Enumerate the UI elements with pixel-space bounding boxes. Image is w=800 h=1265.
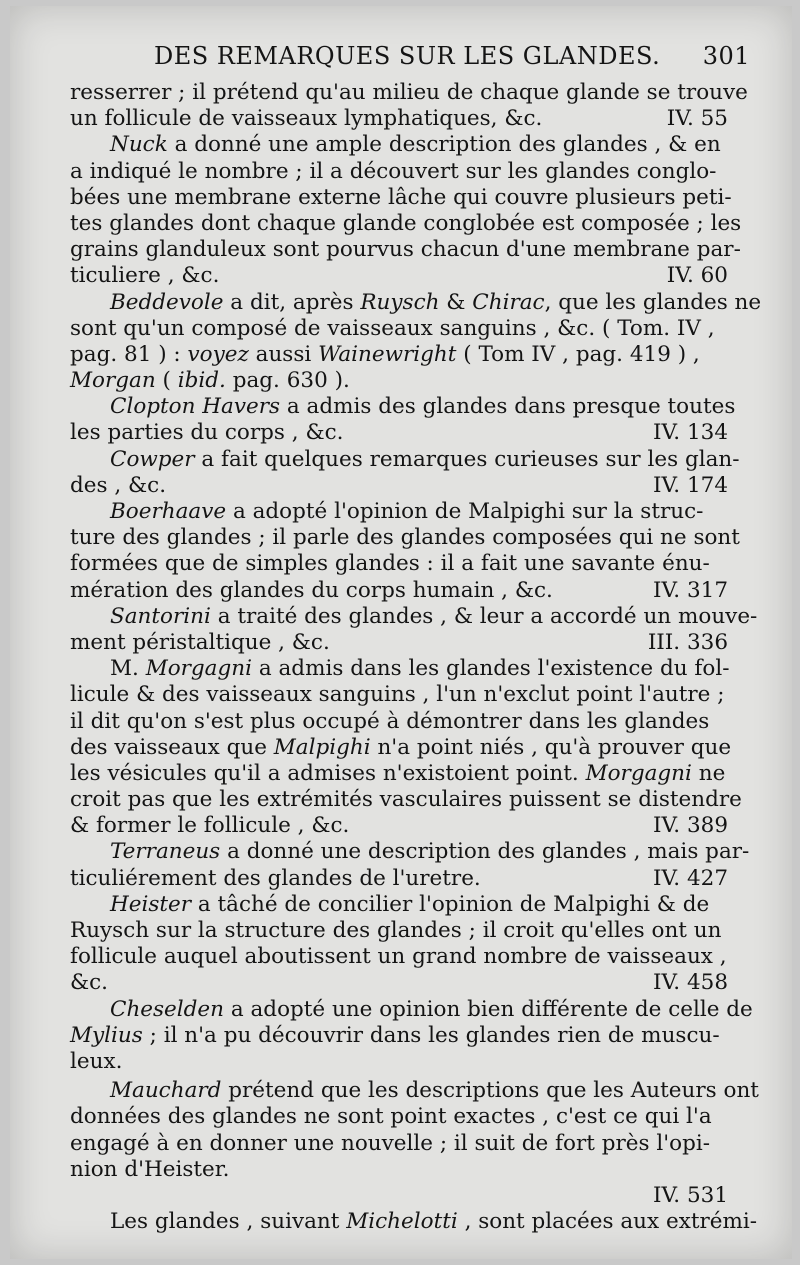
text-run: aussi xyxy=(248,341,319,367)
text-run: ( Tom IV , pag. 419 ) , xyxy=(456,341,700,367)
text-line xyxy=(70,1131,728,1157)
text-line xyxy=(70,184,732,211)
line-text xyxy=(70,578,553,604)
text-run: n'a point niés , qu'à prouver que xyxy=(370,734,732,760)
text-line xyxy=(70,578,728,604)
text-line xyxy=(70,1209,757,1235)
italic-name: voyez xyxy=(187,341,249,367)
italic-name: Morgagni xyxy=(145,656,252,682)
italic-name: Cowper xyxy=(110,446,195,472)
text-run: a adopté l'opinion de Malpighi sur la struc- xyxy=(226,499,704,524)
text-run: a adopté une opinion bien différente de celle de xyxy=(224,996,753,1022)
line-text xyxy=(70,473,166,499)
text-run: leux. xyxy=(70,1048,123,1074)
text-run: a traité des glandes , & leur a accordé un mouve- xyxy=(210,603,758,629)
text-run: a indiqué le nombre ; il a découvert sur les glandes conglo- xyxy=(70,158,717,184)
text-run: nion d'Heister. xyxy=(70,1156,230,1182)
running-title: DES REMARQUES SUR LES GLANDES. xyxy=(154,42,661,70)
text-line xyxy=(70,80,748,106)
line-text xyxy=(70,682,724,708)
text-run: a admis dans les glandes l'existence du fol- xyxy=(252,656,730,682)
text-line xyxy=(70,682,728,708)
text-run: des vaisseaux que xyxy=(70,734,274,760)
text-line xyxy=(70,106,728,132)
text-line xyxy=(70,210,742,237)
text-run: prétend que les descriptions que les Auteurs ont xyxy=(221,1078,759,1104)
text-run: ticuliérement des glandes de l'uretre. xyxy=(70,865,481,891)
text-run: a fait quelques remarques curieuses sur les glan- xyxy=(194,446,740,472)
text-line xyxy=(70,761,728,787)
text-line xyxy=(70,866,728,892)
volume-page-reference: IV. 60 xyxy=(666,263,728,289)
italic-name: Morgagni xyxy=(585,760,692,786)
book-page xyxy=(10,6,792,1259)
volume-page-reference: IV. 389 xyxy=(653,813,728,839)
italic-name: Clopton Havers xyxy=(110,394,281,420)
line-text xyxy=(70,1157,230,1183)
volume-page-reference: IV. 427 xyxy=(653,865,728,891)
line-text xyxy=(70,185,732,211)
line-text xyxy=(70,316,715,342)
text-run: & xyxy=(439,289,473,315)
line-text xyxy=(70,813,349,839)
text-line xyxy=(70,159,728,185)
text-run: , sont placées aux extrémi- xyxy=(457,1209,757,1235)
text-run: follicule auquel aboutissent un grand nombre de vaisseaux , xyxy=(70,944,727,970)
text-line xyxy=(70,996,753,1023)
line-text xyxy=(70,342,700,368)
text-run: a admis des glandes dans presque toutes xyxy=(280,394,736,420)
line-text xyxy=(70,211,741,237)
text-run: ( xyxy=(155,368,178,394)
text-line xyxy=(70,525,740,551)
text-line xyxy=(70,787,742,813)
line-text xyxy=(70,1131,710,1157)
text-run: croit pas que les extrémités vasculaires puissent se distendre xyxy=(70,787,742,813)
text-line xyxy=(70,709,728,735)
italic-name: Boerhaave xyxy=(110,499,227,524)
text-line xyxy=(70,551,728,577)
text-run: licule & des vaisseaux sanguins , l'un n'exclut point l'autre ; xyxy=(70,682,725,708)
italic-name: Beddevole xyxy=(110,289,224,315)
text-line xyxy=(70,603,758,630)
text-line xyxy=(70,263,728,289)
text-run: resserrer ; il prétend qu'au milieu de chaque glande se trouve xyxy=(70,80,748,105)
text-line xyxy=(70,446,740,473)
text-line xyxy=(70,630,728,656)
line-text xyxy=(110,1209,757,1235)
line-text xyxy=(110,394,735,420)
line-text xyxy=(70,237,741,263)
text-run: ticuliere , &c. xyxy=(70,263,220,289)
text-run: pag. 81 ) : xyxy=(70,341,188,367)
text-line xyxy=(70,918,728,944)
line-text xyxy=(110,132,721,158)
text-run: un follicule de vaisseaux lymphatiques, &c. xyxy=(70,106,543,132)
text-line xyxy=(70,1104,728,1130)
text-run: ; il n'a pu découvrir dans les glandes rien de muscu- xyxy=(142,1022,720,1048)
text-line xyxy=(70,734,732,761)
text-run: Les glandes , suivant xyxy=(110,1209,347,1235)
line-text xyxy=(70,1104,712,1130)
volume-page-reference: IV. 317 xyxy=(653,577,728,603)
text-line xyxy=(70,420,728,446)
text-line xyxy=(70,1023,728,1049)
text-line xyxy=(70,368,728,394)
line-text xyxy=(70,970,108,996)
running-header xyxy=(130,40,750,80)
line-text xyxy=(110,604,757,630)
text-run: & former le follicule , &c. xyxy=(70,813,350,839)
text-line xyxy=(70,499,728,525)
volume-page-reference: IV. 134 xyxy=(653,420,728,446)
text-run: grains glanduleux sont pourvus chacun d'une membrane par- xyxy=(70,237,741,263)
text-line xyxy=(70,237,741,263)
italic-name: Michelotti xyxy=(346,1209,458,1235)
line-text xyxy=(70,1049,122,1075)
text-run: les parties du corps , &c. xyxy=(70,420,344,446)
text-run: ment péristaltique , &c. xyxy=(70,629,330,655)
line-text xyxy=(110,1078,759,1104)
text-run: données des glandes ne sont point exactes , c'est ce qui l'a xyxy=(70,1104,712,1130)
text-line xyxy=(70,1049,728,1075)
italic-name: Wainewright xyxy=(318,341,457,367)
line-text xyxy=(70,106,542,132)
line-text xyxy=(70,1023,720,1049)
text-run: , que les glandes ne xyxy=(544,289,762,315)
text-run: Ruysch sur la structure des glandes ; il croit qu'elles ont un xyxy=(70,918,722,943)
line-text xyxy=(110,290,761,316)
text-line xyxy=(70,656,728,682)
line-text xyxy=(110,839,749,865)
line-text xyxy=(70,944,727,970)
line-text xyxy=(70,735,731,761)
volume-page-reference: IV. 174 xyxy=(653,472,728,498)
italic-name: Mylius xyxy=(70,1022,143,1048)
line-text xyxy=(70,80,748,106)
line-text xyxy=(70,709,709,735)
italic-name: Nuck xyxy=(110,132,168,158)
text-line xyxy=(70,1078,759,1104)
line-text xyxy=(110,499,703,525)
text-run: a tâché de concilier l'opinion de Malpighi & de xyxy=(191,891,710,917)
volume-page-reference: IV. 531 xyxy=(653,1182,728,1208)
line-text xyxy=(70,551,710,577)
italic-name: ibid. xyxy=(177,368,226,394)
text-run: M. xyxy=(110,656,146,682)
text-run: ne xyxy=(691,760,726,786)
line-text xyxy=(70,918,721,944)
text-run: pag. 630 ). xyxy=(225,368,350,394)
line-text xyxy=(110,656,729,682)
italic-name: Malpighi xyxy=(273,734,371,760)
line-text xyxy=(70,420,343,446)
text-run: mération des glandes du corps humain , &c. xyxy=(70,577,553,603)
line-text xyxy=(70,525,740,551)
line-text xyxy=(110,997,753,1023)
text-run: il dit qu'on s'est plus occupé à démontrer dans les glandes xyxy=(70,708,710,734)
italic-name: Mauchard xyxy=(110,1078,222,1104)
line-text xyxy=(70,159,716,185)
text-run: les vésicules qu'il a admises n'existoient point. xyxy=(70,760,586,786)
text-run: tes glandes dont chaque glande conglobée est composée ; les xyxy=(70,210,742,236)
text-run: a donné une description des glandes , mais par- xyxy=(220,839,750,865)
italic-name: Santorini xyxy=(110,603,211,629)
line-text xyxy=(110,447,740,473)
text-line xyxy=(70,892,728,918)
text-line xyxy=(70,394,736,420)
line-text xyxy=(110,892,709,918)
text-run: ture des glandes ; il parle des glandes composées qui ne sont xyxy=(70,525,740,551)
text-run: engagé à en donner une nouvelle ; il suit de fort près l'opi- xyxy=(70,1130,710,1156)
text-line xyxy=(70,289,762,316)
line-text xyxy=(70,761,725,787)
text-run: formées que de simples glandes : il a fait une savante énu- xyxy=(70,551,710,577)
italic-name: Morgan xyxy=(70,368,156,394)
text-run: sont qu'un composé de vaisseaux sanguins , &c. ( Tom. IV , xyxy=(70,315,715,341)
text-line xyxy=(70,944,728,970)
italic-name: Cheselden xyxy=(110,996,224,1022)
line-text xyxy=(70,263,219,289)
text-line xyxy=(70,839,750,865)
text-line xyxy=(70,473,728,499)
line-text xyxy=(70,368,350,394)
text-run: des , &c. xyxy=(70,472,167,498)
line-text xyxy=(70,787,742,813)
volume-page-reference: III. 336 xyxy=(647,629,728,655)
text-run: &c. xyxy=(70,970,109,996)
page-body-text xyxy=(70,80,762,1235)
volume-page-reference: IV. 458 xyxy=(653,970,728,996)
text-line xyxy=(70,316,728,342)
line-text xyxy=(70,866,481,892)
text-line xyxy=(70,970,728,996)
text-line xyxy=(70,1183,728,1209)
italic-name: Heister xyxy=(110,891,192,917)
text-run: a dit, après xyxy=(223,289,361,315)
text-line xyxy=(70,1157,728,1183)
italic-name: Ruysch xyxy=(360,289,440,315)
text-run: bées une membrane externe lâche qui couvre plusieurs peti- xyxy=(70,184,732,210)
text-run: a donné une ample description des glandes , & en xyxy=(167,132,721,158)
text-line xyxy=(70,813,728,839)
page-number: 301 xyxy=(702,42,750,70)
text-line xyxy=(70,342,728,368)
volume-page-reference: IV. 55 xyxy=(666,106,728,132)
italic-name: Chirac xyxy=(472,289,545,315)
text-line xyxy=(70,132,728,158)
line-text xyxy=(70,630,330,656)
italic-name: Terraneus xyxy=(110,839,221,865)
